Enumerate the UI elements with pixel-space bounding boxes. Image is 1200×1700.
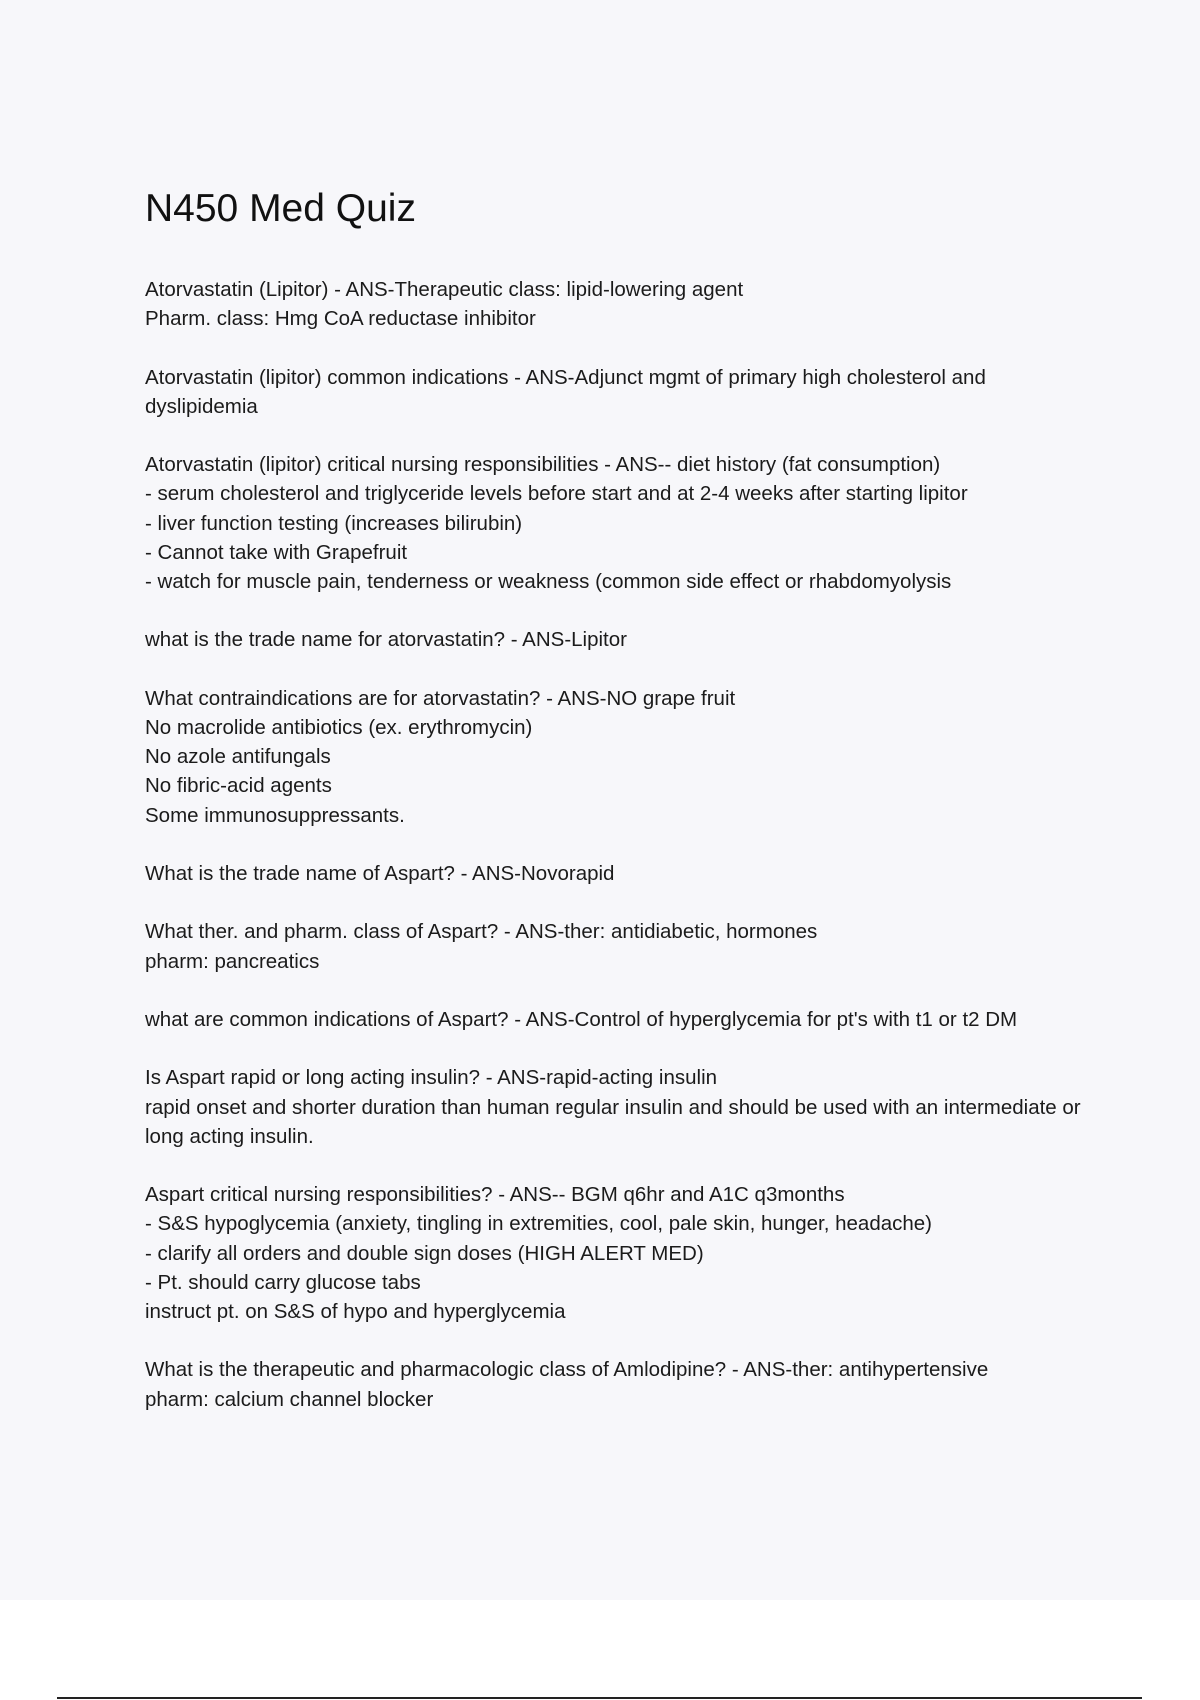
qa-line: - S&S hypoglycemia (anxiety, tingling in extremities, cool, pale skin, hunger, headache)	[145, 1212, 933, 1236]
qa-line: What is the trade name of Aspart? - ANS-Novorapid	[145, 861, 615, 885]
qa-line: what is the trade name for atorvastatin? - ANS-Lipitor	[145, 628, 627, 652]
qa-line: Some immunosuppressants.	[145, 803, 405, 827]
qa-entry	[145, 684, 1085, 830]
qa-entry	[145, 917, 1085, 975]
qa-line: Atorvastatin (lipitor) critical nursing responsibilities - ANS-- diet history (fat consumption)	[145, 453, 941, 477]
qa-line: What is the therapeutic and pharmacologic class of Amlodipine? - ANS-ther: antihypertensive	[145, 1358, 989, 1382]
qa-line: Atorvastatin (Lipitor) - ANS-Therapeutic class: lipid-lowering agent	[145, 278, 744, 301]
qa-line: pharm: pancreatics	[145, 949, 320, 973]
qa-entry	[145, 859, 1085, 888]
qa-line: What ther. and pharm. class of Aspart? - ANS-ther: antidiabetic, hormones	[145, 920, 818, 944]
qa-line: instruct pt. on S&S of hypo and hyperglycemia	[145, 1299, 566, 1323]
qa-line: pharm: calcium channel blocker	[145, 1387, 434, 1411]
qa-line: Pharm. class: Hmg CoA reductase inhibitor	[145, 307, 536, 331]
qa-entry	[145, 1355, 1085, 1413]
qa-entry	[145, 450, 1085, 596]
qa-entry	[145, 1180, 1085, 1326]
qa-entry	[145, 275, 1085, 333]
qa-line: No azole antifungals	[145, 745, 331, 769]
footer-divider	[57, 1697, 1142, 1699]
qa-entry	[145, 1063, 1085, 1151]
page-title: N450 Med Quiz	[145, 187, 416, 230]
qa-entry	[145, 363, 1085, 421]
qa-line: Aspart critical nursing responsibilities? - ANS-- BGM q6hr and A1C q3months	[145, 1183, 845, 1207]
qa-line: Is Aspart rapid or long acting insulin? - ANS-rapid-acting insulin	[145, 1066, 718, 1090]
document-content	[145, 182, 1085, 1443]
qa-entry	[145, 1005, 1085, 1034]
qa-line: - liver function testing (increases bilirubin)	[145, 511, 523, 535]
qa-line: What contraindications are for atorvastatin? - ANS-NO grape fruit	[145, 686, 736, 710]
qa-entry	[145, 625, 1085, 654]
qa-line: - Pt. should carry glucose tabs	[145, 1270, 421, 1294]
qa-line: - watch for muscle pain, tenderness or weakness (common side effect or rhabdomyolysis	[145, 570, 952, 593]
qa-line: Atorvastatin (lipitor) common indications - ANS-Adjunct mgmt of primary high cholesterol and dyslipidemia	[145, 365, 992, 418]
qa-line: No macrolide antibiotics (ex. erythromycin)	[145, 715, 533, 739]
qa-line: what are common indications of Aspart? - ANS-Control of hyperglycemia for pt's with t1 or t2 DM	[145, 1007, 1018, 1031]
qa-line: - serum cholesterol and triglyceride levels before start and at 2-4 weeks after starting lipitor	[145, 482, 968, 506]
qa-line: No fibric-acid agents	[145, 774, 332, 798]
qa-line: rapid onset and shorter duration than human regular insulin and should be used with an intermediate or long acting insulin.	[145, 1095, 1087, 1148]
qa-line: - clarify all orders and double sign doses (HIGH ALERT MED)	[145, 1241, 704, 1265]
qa-line: - Cannot take with Grapefruit	[145, 540, 408, 564]
